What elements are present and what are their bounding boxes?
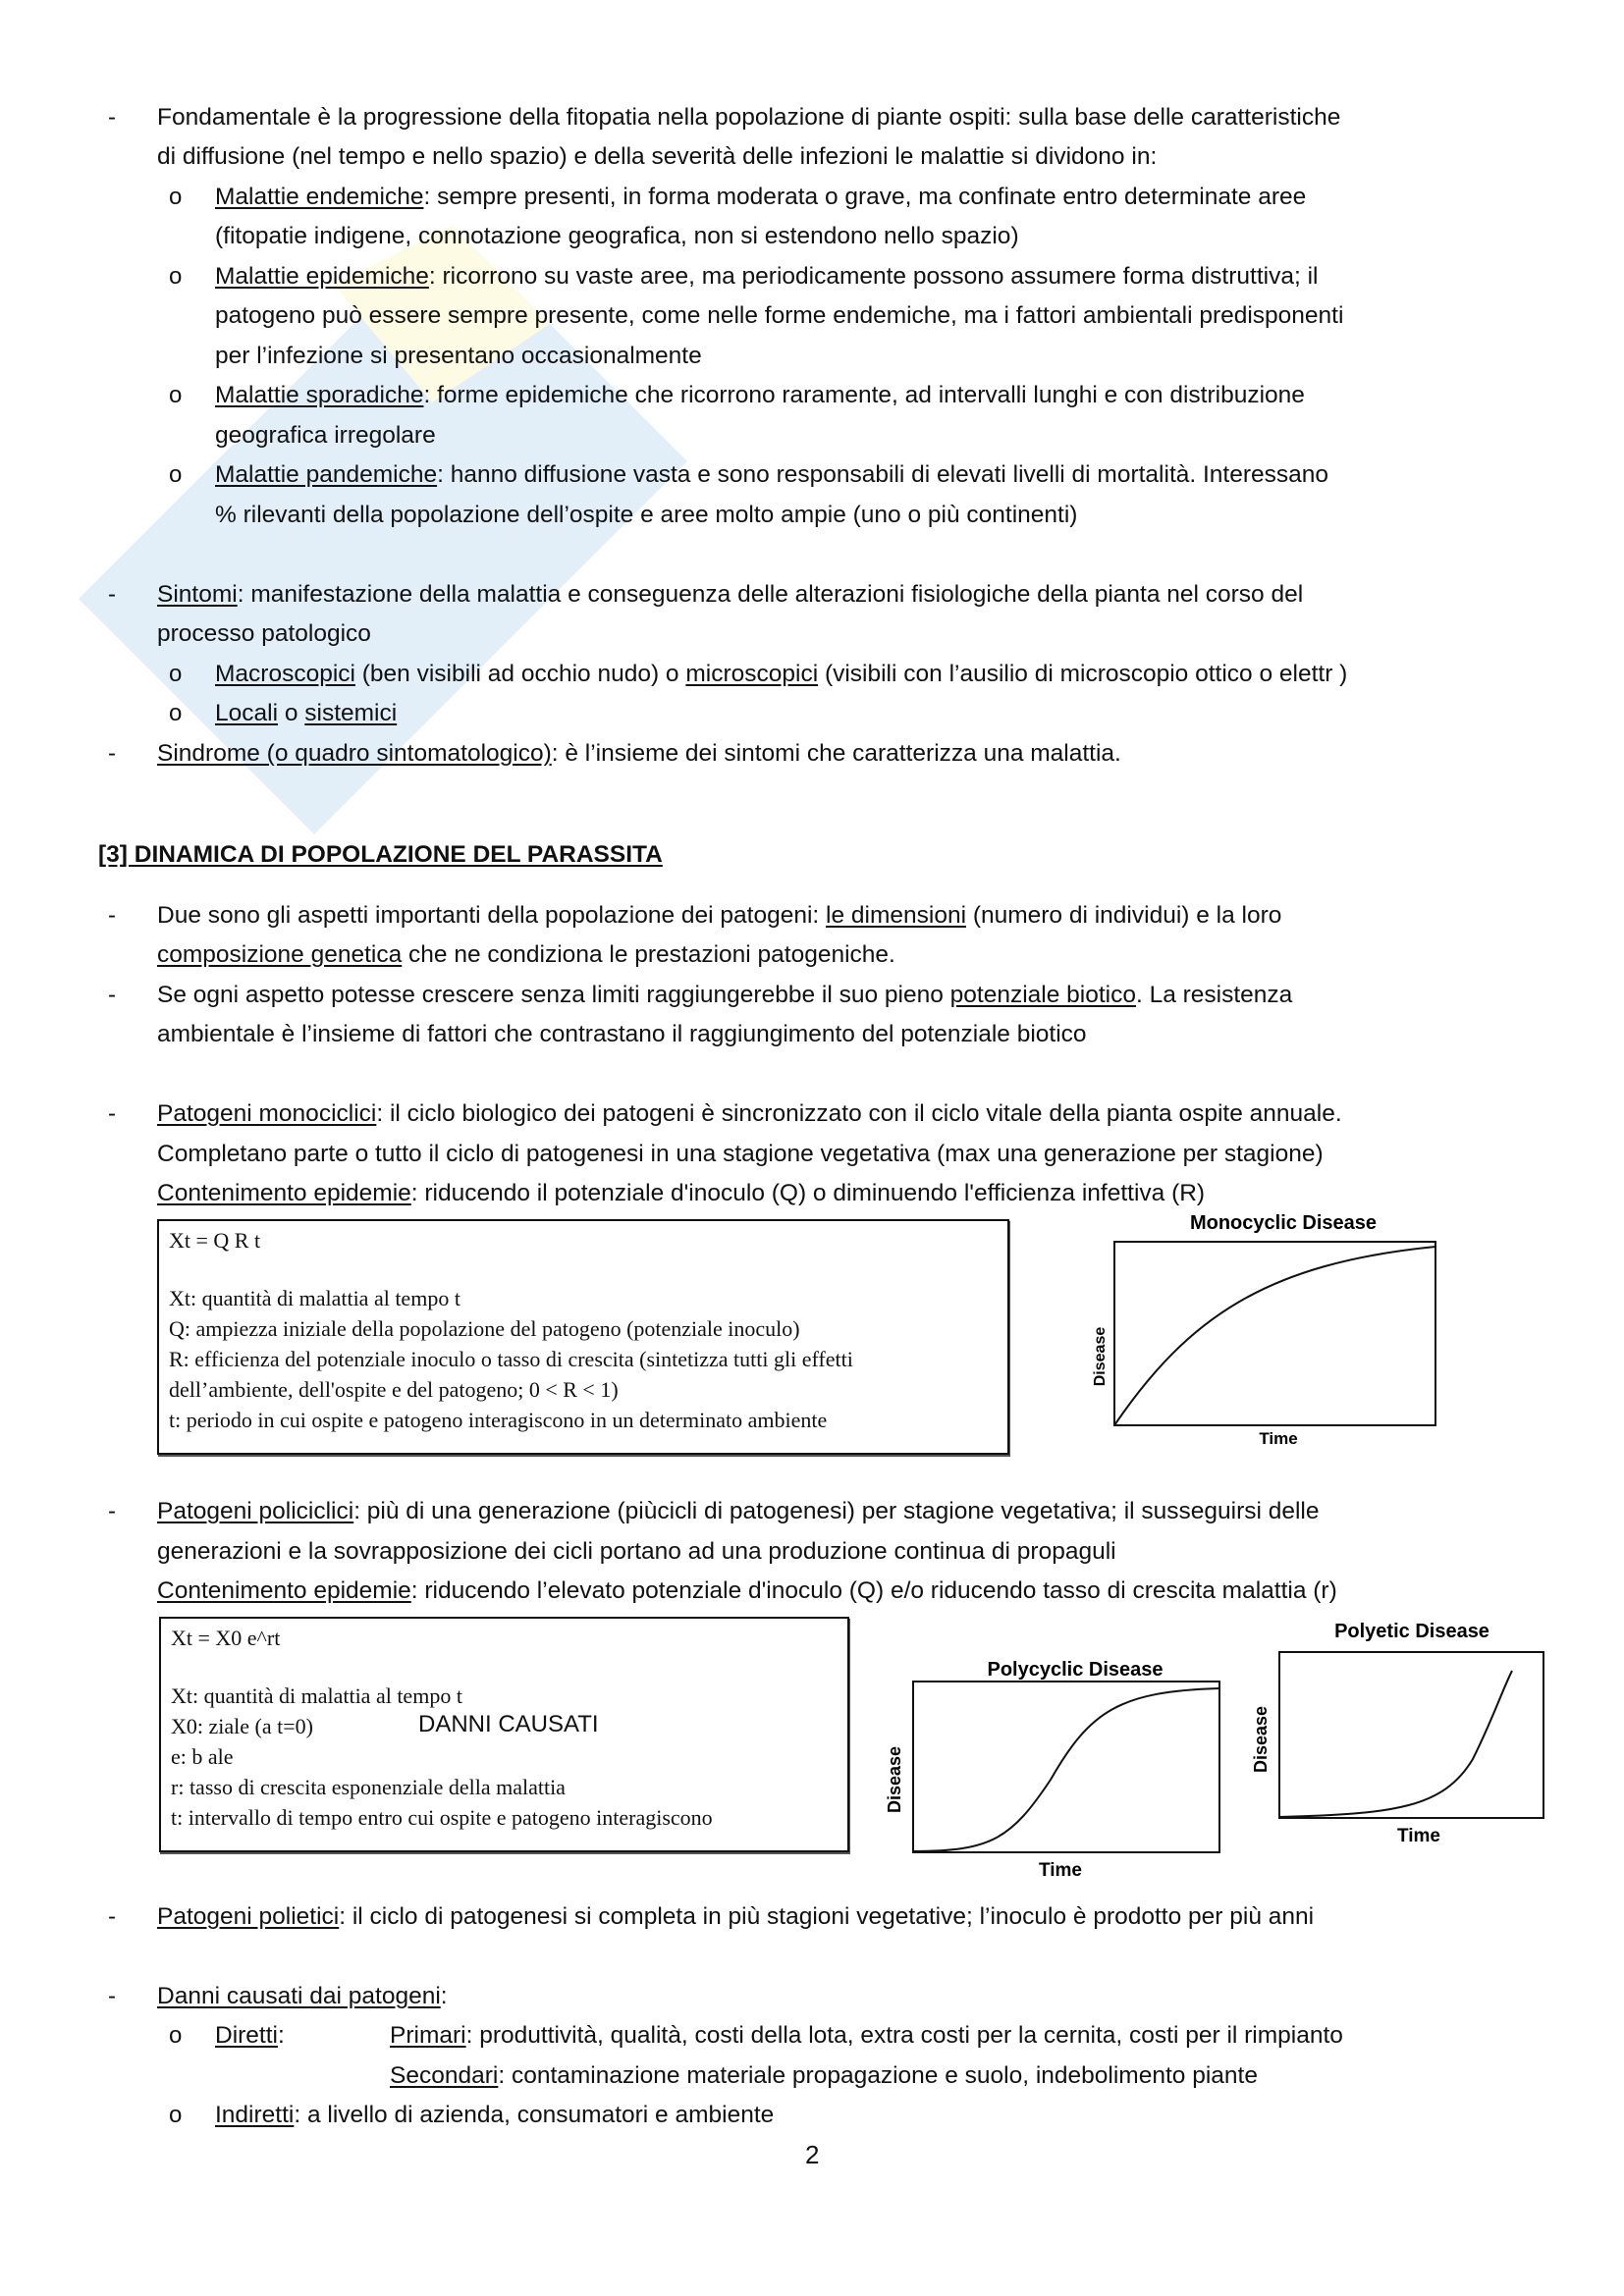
formula-row: Q: ampiezza iniziale della popolazione del patogeno (potenziale inoculo) (169, 1316, 800, 1341)
y-axis-label: Disease (1092, 1326, 1109, 1387)
text-line (390, 2059, 1258, 2093)
text-line (215, 2019, 1343, 2053)
text-segment: . La resistenza (1135, 982, 1293, 1008)
dash-bullet: - (108, 104, 116, 131)
text-segment: % rilevanti della popolazione dell’ospite e aree molto ampie (uno o più continenti) (215, 502, 1078, 528)
page-number: 2 (805, 2140, 820, 2169)
underlined-term: Sintomi (157, 581, 238, 608)
text-segment: Fondamentale è la progressione della fitopatia nella popolazione di piante ospiti: sulla base delle caratteristiche (157, 104, 1341, 131)
text-line (157, 1097, 1342, 1131)
dash-bullet: - (108, 740, 116, 767)
chart-axes (1279, 1652, 1543, 1818)
text-line (215, 260, 1318, 294)
circle-bullet: o (169, 661, 183, 687)
underlined-term: Malattie sporadiche (215, 382, 424, 408)
text-segment: : riducendo l’elevato potenziale d'inoculo (Q) e/o riducendo tasso di crescita malattia (r) (410, 1577, 1337, 1604)
underlined-term: le dimensioni (826, 902, 967, 929)
chart-polycyclic (874, 1652, 1237, 1888)
chart-monocyclic (1080, 1209, 1453, 1455)
underlined-term: Secondari (390, 2062, 499, 2089)
text-line (157, 979, 1292, 1012)
formula-row: r: tasso di crescita esponenziale della malattia (171, 1775, 566, 1799)
chart-title: Monocyclic Disease (1189, 1212, 1378, 1234)
circle-bullet: o (169, 2102, 183, 2128)
text-segment: che ne condiziona le prestazioni patogeniche. (402, 941, 895, 968)
chart-line (1279, 1671, 1512, 1817)
text-line (157, 1138, 1324, 1171)
y-axis-label: Disease (885, 1745, 904, 1814)
underlined-term: Danni causati dai patogeni (157, 1983, 441, 2009)
chart-line (913, 1688, 1219, 1851)
text-line (157, 578, 1303, 612)
formula: Xt = X0 e^rt (171, 1626, 281, 1650)
text-segment: : a livello di azienda, consumatori e ambiente (294, 2102, 775, 2128)
text-segment: : sempre presenti, in forma moderata o grave, ma confinate entro determinate aree (423, 184, 1307, 210)
dash-bullet: - (108, 1498, 116, 1524)
dash-bullet: - (108, 1100, 116, 1127)
text-line (157, 140, 1157, 174)
text-line (157, 899, 1281, 933)
underlined-term: sistemici (304, 700, 398, 726)
text-segment: Completano parte o tutto il ciclo di patogenesi in una stagione vegetativa (max una generazione per stagione) (157, 1141, 1324, 1167)
text-segment: : il ciclo biologico dei patogeni è sincronizzato con il ciclo vitale della pianta ospite annuale. (376, 1100, 1342, 1127)
text-line (215, 658, 1347, 691)
underlined-term: Diretti (215, 2022, 278, 2049)
text-line (157, 1018, 1087, 1051)
circle-bullet: o (169, 700, 183, 726)
underlined-term: Contenimento epidemie (157, 1180, 411, 1206)
text-segment: : più di una generazione (piùcicli di patogenesi) per stagione vegetativa; il susseguirsi delle (353, 1498, 1320, 1524)
underlined-term: Primari (390, 2022, 466, 2049)
text-line (215, 220, 1019, 253)
circle-bullet: o (169, 461, 183, 488)
text-segment: : forme epidemiche che ricorrono raramente, ad intervalli lunghi e con distribuzione (423, 382, 1305, 408)
text-line (157, 1575, 1337, 1608)
y-axis-label: Disease (1251, 1705, 1271, 1774)
text-line (215, 340, 702, 373)
formula-row: Xt: quantità di malattia al tempo t (169, 1286, 460, 1310)
circle-bullet: o (169, 184, 183, 210)
text-segment: Due sono gli aspetti importanti della popolazione dei patogeni: (157, 902, 827, 929)
text-line (215, 458, 1328, 492)
text-segment: : riducendo il potenziale d'inoculo (Q) o diminuendo l'efficienza infettiva (R) (410, 1180, 1206, 1206)
chart-line (1114, 1247, 1435, 1425)
text-segment: (numero di individui) e la loro (966, 902, 1282, 929)
text-line (215, 299, 1343, 333)
text-line (157, 737, 1121, 771)
text-line (215, 379, 1305, 412)
text-segment: (fitopatie indigene, connotazione geografica, non si estendono nello spazio) (215, 223, 1019, 249)
text-segment: : hanno diffusione vasta e sono responsabili di elevati livelli di mortalità. Interessano (437, 461, 1329, 488)
formula-row: t: intervallo di tempo entro cui ospite e patogeno interagiscono (171, 1805, 713, 1830)
underlined-term: Locali (215, 700, 279, 726)
section-heading (98, 838, 663, 872)
x-axis-label: Time (1396, 1826, 1441, 1846)
formula: Xt = Q R t (169, 1228, 261, 1253)
text-segment: : (277, 2022, 285, 2049)
x-axis-label: Time (1038, 1860, 1083, 1881)
underlined-term: Patogeni polietici (157, 1903, 340, 1930)
formula-box-monocyclic (157, 1219, 1009, 1455)
underlined-term: Patogeni policiclici (157, 1498, 354, 1524)
dash-bullet: - (108, 902, 116, 929)
underlined-term: potenziale biotico (949, 982, 1136, 1008)
text-line (215, 2099, 774, 2132)
circle-bullet: o (169, 263, 183, 290)
chart-title: Polycyclic Disease (987, 1659, 1164, 1681)
overlay-label: DANNI CAUSATI (412, 1711, 605, 1738)
text-line (157, 1177, 1205, 1210)
text-line (157, 1900, 1314, 1934)
text-line (157, 938, 895, 972)
text-segment: processo patologico (157, 620, 371, 647)
text-segment: Se ogni aspetto potesse crescere senza limiti raggiungerebbe il suo pieno (157, 982, 950, 1008)
text-segment: o (278, 700, 305, 726)
chart-axes (913, 1682, 1219, 1852)
underlined-term: microscopici (685, 661, 819, 687)
formula-row: X0: ziale (a t=0) (171, 1714, 313, 1738)
chart-polyetic (1247, 1612, 1561, 1857)
underlined-term: Patogeni monociclici (157, 1100, 377, 1127)
circle-bullet: o (169, 2022, 183, 2049)
underlined-term: [3] DINAMICA DI POPOLAZIONE DEL PARASSITA (98, 841, 663, 868)
x-axis-label: Time (1259, 1429, 1298, 1448)
underlined-term: Malattie endemiche (215, 184, 424, 210)
text-segment: : (440, 1983, 448, 2009)
text-segment: generazioni e la sovrapposizione dei cicli portano ad una produzione continua di propaguli (157, 1538, 1116, 1565)
dash-bullet: - (108, 982, 116, 1008)
chart-axes (1114, 1242, 1435, 1425)
text-line (215, 419, 436, 453)
text-line (215, 181, 1306, 214)
underlined-term: Macroscopici (215, 661, 355, 687)
chart-title: Polyetic Disease (1334, 1621, 1489, 1642)
underlined-term: composizione genetica (157, 941, 403, 968)
text-segment: patogeno può essere sempre presente, come nelle forme endemiche, ma i fattori ambientali predisponenti (215, 302, 1344, 329)
text-segment: : produttività, qualità, costi della lota, extra costi per la cernita, costi per il rimpianto (465, 2022, 1343, 2049)
underlined-term: Indiretti (215, 2102, 295, 2128)
formula-row: dell’ambiente, dell'ospite e del patogeno; 0 < R < 1) (169, 1377, 619, 1402)
text-segment: : ricorrono su vaste aree, ma periodicamente possono assumere forma distruttiva; il (428, 263, 1319, 290)
underlined-term: Contenimento epidemie (157, 1577, 411, 1604)
text-line (157, 1495, 1320, 1528)
underlined-term: Malattie epidemiche (215, 263, 429, 290)
formula-row: t: periodo in cui ospite e patogeno interagiscono in un determinato ambiente (169, 1408, 828, 1432)
underlined-term: Sindrome (o quadro sintomatologico) (157, 740, 552, 767)
text-segment: (visibili con l’ausilio di microscopio ottico o elettr ) (818, 661, 1348, 687)
text-line (157, 617, 371, 651)
text-segment: di diffusione (nel tempo e nello spazio) e della severità delle infezioni le malattie si dividono in: (157, 143, 1158, 170)
formula-row: e: b ale (171, 1744, 234, 1769)
text-line (157, 1535, 1116, 1569)
text-segment: : contaminazione materiale propagazione e suolo, indebolimento piante (498, 2062, 1258, 2089)
text-line (157, 101, 1340, 134)
dash-bullet: - (108, 1903, 116, 1930)
dash-bullet: - (108, 581, 116, 608)
text-line (157, 1980, 448, 2013)
text-segment: : è l’insieme dei sintomi che caratterizza una malattia. (551, 740, 1121, 767)
circle-bullet: o (169, 382, 183, 408)
formula-row: Xt: quantità di malattia al tempo t (171, 1683, 462, 1708)
text-line (215, 697, 397, 730)
dash-bullet: - (108, 1983, 116, 2009)
formula-row: R: efficienza del potenziale inoculo o tasso di crescita (sintetizza tutti gli effetti (169, 1347, 853, 1371)
text-line (215, 499, 1077, 532)
text-segment: : manifestazione della malattia e conseguenza delle alterazioni fisiologiche della pianta nel corso del (237, 581, 1304, 608)
underlined-term: Malattie pandemiche (215, 461, 438, 488)
text-segment: per l’infezione si presentano occasionalmente (215, 343, 702, 369)
text-segment: ambientale è l’insieme di fattori che contrastano il raggiungimento del potenziale biotico (157, 1021, 1087, 1047)
text-segment: geografica irregolare (215, 422, 436, 449)
text-segment: (ben visibili ad occhio nudo) o (354, 661, 686, 687)
text-segment: : il ciclo di patogenesi si completa in più stagioni vegetative; l’inoculo è prodotto per più anni (339, 1903, 1315, 1930)
